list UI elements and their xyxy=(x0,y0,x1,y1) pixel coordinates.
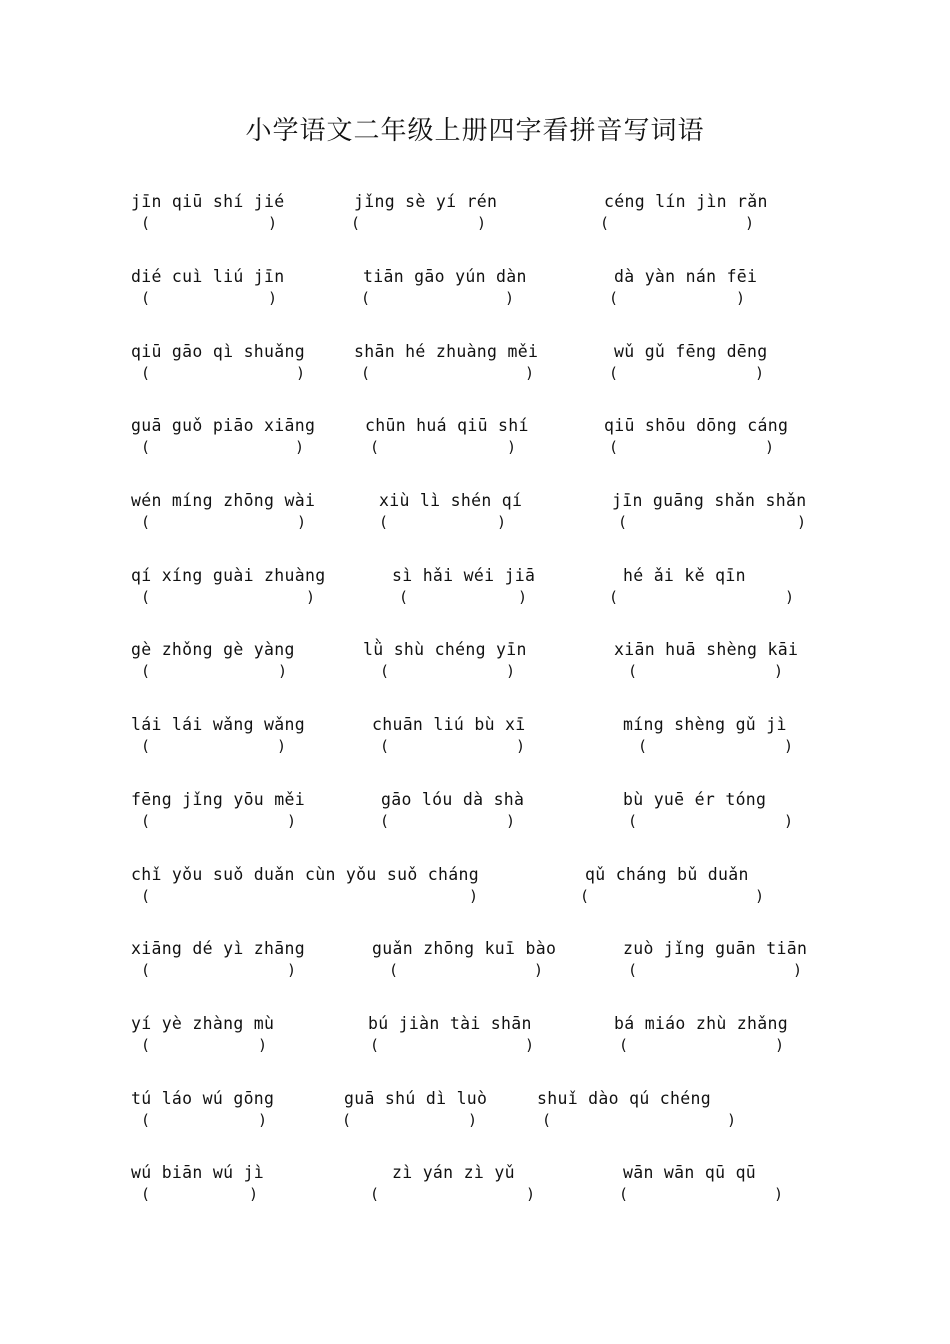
answer-blank[interactable] xyxy=(380,812,515,836)
pinyin-prompt: tiān gāo yún dàn xyxy=(363,267,527,286)
pinyin-prompt: guā guǒ piāo xiāng xyxy=(131,416,316,435)
open-paren: ( xyxy=(361,289,371,307)
pinyin-prompt: zì yán zì yǔ xyxy=(392,1163,515,1182)
pinyin-prompt: gāo lóu dà shà xyxy=(381,790,525,809)
close-paren: ) xyxy=(783,812,793,830)
pinyin-prompt: tú láo wú gōng xyxy=(131,1089,275,1108)
close-paren: ) xyxy=(764,438,774,456)
open-paren: ( xyxy=(380,737,390,755)
pinyin-prompt: bù yuē ér tóng xyxy=(623,790,767,809)
answer-blank[interactable] xyxy=(351,214,486,238)
pinyin-prompt: wān wān qū qū xyxy=(623,1163,757,1182)
open-paren: ( xyxy=(618,513,628,531)
close-paren: ) xyxy=(294,438,304,456)
answer-blank[interactable] xyxy=(628,662,783,686)
open-paren: ( xyxy=(628,961,638,979)
pinyin-prompt: hé ǎi kě qīn xyxy=(623,566,746,585)
open-paren: ( xyxy=(141,961,151,979)
pinyin-prompt: xiān huā shèng kāi xyxy=(614,640,799,659)
close-paren: ) xyxy=(257,1036,267,1054)
pinyin-prompt: lái lái wǎng wǎng xyxy=(131,715,305,734)
pinyin-prompt: guǎn zhōng kuī bào xyxy=(372,939,557,958)
open-paren: ( xyxy=(141,737,151,755)
open-paren: ( xyxy=(141,662,151,680)
answer-blank[interactable] xyxy=(580,887,764,911)
close-paren: ) xyxy=(505,812,515,830)
answer-blank[interactable] xyxy=(361,364,534,388)
open-paren: ( xyxy=(609,289,619,307)
pinyin-prompt: bú jiàn tài shān xyxy=(368,1014,532,1033)
pinyin-prompt: lǜ shù chéng yīn xyxy=(363,640,527,659)
open-paren: ( xyxy=(399,588,409,606)
open-paren: ( xyxy=(370,438,380,456)
answer-blank[interactable] xyxy=(609,438,774,462)
open-paren: ( xyxy=(361,364,371,382)
open-paren: ( xyxy=(600,214,610,232)
answer-blank[interactable] xyxy=(609,364,764,388)
pinyin-prompt: fēng jǐng yōu měi xyxy=(131,790,305,809)
pinyin-prompt: chuān liú bù xī xyxy=(372,715,526,734)
close-paren: ) xyxy=(524,1036,534,1054)
pinyin-prompt: guā shú dì luò xyxy=(344,1089,488,1108)
close-paren: ) xyxy=(248,1185,258,1203)
open-paren: ( xyxy=(351,214,361,232)
answer-blank[interactable] xyxy=(380,662,515,686)
pinyin-prompt: chǐ yǒu suǒ duǎn cùn yǒu suǒ cháng xyxy=(131,865,479,884)
close-paren: ) xyxy=(467,1111,477,1129)
pinyin-prompt: dà yàn nán fēi xyxy=(614,267,758,286)
answer-blank[interactable] xyxy=(638,737,793,761)
close-paren: ) xyxy=(476,214,486,232)
close-paren: ) xyxy=(774,1036,784,1054)
open-paren: ( xyxy=(141,812,151,830)
answer-blank[interactable] xyxy=(619,1185,783,1209)
close-paren: ) xyxy=(504,289,514,307)
close-paren: ) xyxy=(796,513,806,531)
answer-blank[interactable] xyxy=(141,513,306,537)
close-paren: ) xyxy=(286,961,296,979)
answer-blank[interactable] xyxy=(141,961,296,985)
close-paren: ) xyxy=(783,737,793,755)
open-paren: ( xyxy=(542,1111,552,1129)
answer-blank[interactable] xyxy=(141,737,286,761)
close-paren: ) xyxy=(296,513,306,531)
pinyin-prompt: wǔ gǔ fēng dēng xyxy=(614,342,768,361)
open-paren: ( xyxy=(141,438,151,456)
answer-blank[interactable] xyxy=(370,1185,535,1209)
answer-blank[interactable] xyxy=(141,289,277,313)
answer-blank[interactable] xyxy=(609,588,794,612)
answer-blank[interactable] xyxy=(141,214,277,238)
open-paren: ( xyxy=(141,289,151,307)
answer-blank[interactable] xyxy=(141,1036,267,1060)
page-title: 小学语文二年级上册四字看拼音写词语 xyxy=(245,116,705,146)
pinyin-prompt: sì hǎi wéi jiā xyxy=(392,566,536,585)
pinyin-prompt: qiū shōu dōng cáng xyxy=(604,416,789,435)
pinyin-prompt: xiù lì shén qí xyxy=(379,491,523,510)
open-paren: ( xyxy=(609,438,619,456)
pinyin-prompt: wén míng zhōng wài xyxy=(131,491,316,510)
close-paren: ) xyxy=(525,1185,535,1203)
close-paren: ) xyxy=(773,1185,783,1203)
pinyin-prompt: bá miáo zhù zhǎng xyxy=(614,1014,788,1033)
close-paren: ) xyxy=(267,214,277,232)
pinyin-prompt: gè zhǒng gè yàng xyxy=(131,640,295,659)
close-paren: ) xyxy=(517,588,527,606)
answer-blank[interactable] xyxy=(379,513,506,537)
answer-blank[interactable] xyxy=(342,1111,477,1135)
pinyin-prompt: qí xíng guài zhuàng xyxy=(131,566,326,585)
pinyin-prompt: chūn huá qiū shí xyxy=(365,416,529,435)
answer-blank[interactable] xyxy=(141,1185,258,1209)
pinyin-prompt: shān hé zhuàng měi xyxy=(354,342,539,361)
answer-blank[interactable] xyxy=(370,438,516,462)
open-paren: ( xyxy=(141,1185,151,1203)
close-paren: ) xyxy=(744,214,754,232)
close-paren: ) xyxy=(754,887,764,905)
answer-blank[interactable] xyxy=(141,588,315,612)
open-paren: ( xyxy=(370,1185,380,1203)
open-paren: ( xyxy=(141,364,151,382)
open-paren: ( xyxy=(619,1185,629,1203)
close-paren: ) xyxy=(735,289,745,307)
open-paren: ( xyxy=(580,887,590,905)
pinyin-prompt: céng lín jìn rǎn xyxy=(604,192,768,211)
pinyin-prompt: wú biān wú jì xyxy=(131,1163,265,1182)
close-paren: ) xyxy=(515,737,525,755)
answer-blank[interactable] xyxy=(542,1111,736,1135)
pinyin-prompt: qiū gāo qì shuǎng xyxy=(131,342,305,361)
answer-blank[interactable] xyxy=(141,1111,267,1135)
pinyin-prompt: jǐng sè yí rén xyxy=(354,192,498,211)
open-paren: ( xyxy=(141,1111,151,1129)
answer-blank[interactable] xyxy=(399,588,527,612)
answer-blank[interactable] xyxy=(619,1036,784,1060)
pinyin-prompt: jīn guāng shǎn shǎn xyxy=(612,491,807,510)
open-paren: ( xyxy=(638,737,648,755)
pinyin-prompt: shuǐ dào qú chéng xyxy=(537,1089,711,1108)
close-paren: ) xyxy=(506,438,516,456)
open-paren: ( xyxy=(141,1036,151,1054)
close-paren: ) xyxy=(257,1111,267,1129)
close-paren: ) xyxy=(792,961,802,979)
close-paren: ) xyxy=(505,662,515,680)
close-paren: ) xyxy=(524,364,534,382)
open-paren: ( xyxy=(141,513,151,531)
answer-blank[interactable] xyxy=(628,961,802,985)
pinyin-prompt: dié cuì liú jīn xyxy=(131,267,285,286)
pinyin-prompt: zuò jǐng guān tiān xyxy=(623,939,808,958)
open-paren: ( xyxy=(609,588,619,606)
pinyin-prompt: míng shèng gǔ jì xyxy=(623,715,787,734)
close-paren: ) xyxy=(276,737,286,755)
close-paren: ) xyxy=(496,513,506,531)
pinyin-prompt: xiāng dé yì zhāng xyxy=(131,939,305,958)
close-paren: ) xyxy=(305,588,315,606)
pinyin-prompt: yí yè zhàng mù xyxy=(131,1014,275,1033)
pinyin-prompt: qǔ cháng bǔ duǎn xyxy=(585,865,749,884)
answer-blank[interactable] xyxy=(380,737,525,761)
open-paren: ( xyxy=(628,662,638,680)
close-paren: ) xyxy=(277,662,287,680)
open-paren: ( xyxy=(380,662,390,680)
open-paren: ( xyxy=(370,1036,380,1054)
answer-blank[interactable] xyxy=(361,289,514,313)
answer-blank[interactable] xyxy=(141,812,296,836)
pinyin-prompt: jīn qiū shí jié xyxy=(131,192,285,211)
open-paren: ( xyxy=(389,961,399,979)
close-paren: ) xyxy=(773,662,783,680)
open-paren: ( xyxy=(342,1111,352,1129)
close-paren: ) xyxy=(754,364,764,382)
open-paren: ( xyxy=(619,1036,629,1054)
open-paren: ( xyxy=(380,812,390,830)
answer-blank[interactable] xyxy=(141,438,304,462)
open-paren: ( xyxy=(141,588,151,606)
close-paren: ) xyxy=(726,1111,736,1129)
answer-blank[interactable] xyxy=(141,662,287,686)
close-paren: ) xyxy=(286,812,296,830)
answer-blank[interactable] xyxy=(618,513,806,537)
open-paren: ( xyxy=(141,887,151,905)
answer-blank[interactable] xyxy=(600,214,754,238)
close-paren: ) xyxy=(468,887,478,905)
close-paren: ) xyxy=(295,364,305,382)
open-paren: ( xyxy=(141,214,151,232)
close-paren: ) xyxy=(267,289,277,307)
answer-blank[interactable] xyxy=(628,812,793,836)
answer-blank[interactable] xyxy=(141,364,305,388)
answer-blank[interactable] xyxy=(609,289,745,313)
open-paren: ( xyxy=(628,812,638,830)
answer-blank[interactable] xyxy=(389,961,543,985)
answer-blank[interactable] xyxy=(141,887,478,911)
open-paren: ( xyxy=(609,364,619,382)
close-paren: ) xyxy=(533,961,543,979)
answer-blank[interactable] xyxy=(370,1036,534,1060)
open-paren: ( xyxy=(379,513,389,531)
close-paren: ) xyxy=(784,588,794,606)
